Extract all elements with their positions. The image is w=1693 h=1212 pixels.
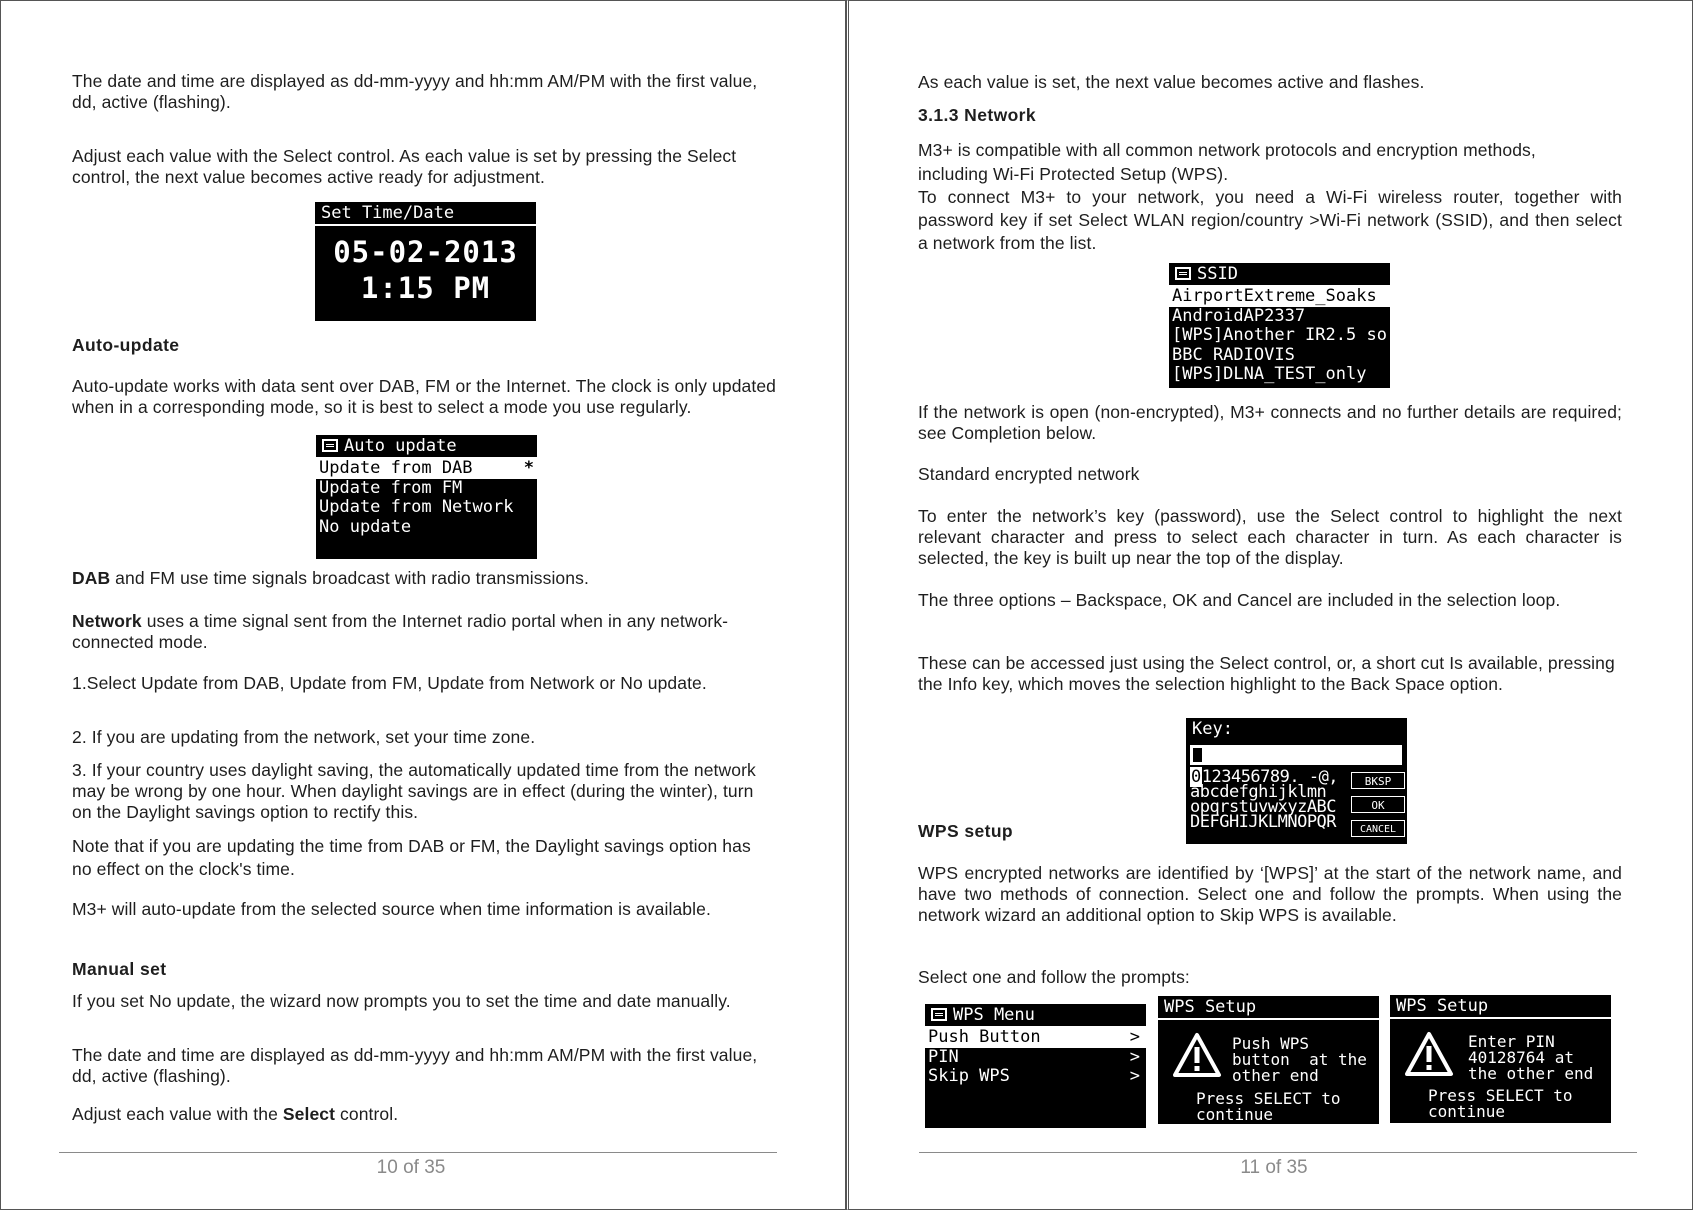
ssid-item: BBC RADIOVIS	[1172, 344, 1295, 365]
menu-item-pin	[925, 1048, 1146, 1068]
step-1: 1.Select Update from DAB, Update from FM, Update from Network or No update.	[72, 673, 707, 693]
menu-item-update-from-dab	[316, 459, 537, 479]
character-row: abcdefghijklmn	[1190, 782, 1327, 802]
page-number: 11 of 35	[1240, 1157, 1308, 1178]
backspace-key: BKSP	[1351, 772, 1405, 789]
paragraph-three-options: The three options – Backspace, OK and Cancel are included in the selection loop.	[918, 590, 1561, 610]
footer-rule	[919, 1152, 1637, 1153]
bold-network: Network	[72, 611, 142, 631]
screen-title	[925, 1004, 1146, 1028]
selected-asterisk-icon: *	[523, 458, 534, 478]
screen-wps-pin	[1390, 995, 1611, 1123]
paragraph-connect: To connect M3+ to your network, you need a Wi-Fi wireless router, together with password key if set Select WLAN region/country >Wi-Fi network (SSID), and then select a network from the list.	[918, 187, 1622, 253]
paragraph-dab-text: and FM use time signals broadcast with radio transmissions.	[110, 568, 589, 588]
screen-title: WPS Setup	[1390, 995, 1611, 1019]
warning-icon	[1404, 1031, 1454, 1077]
paragraph-enter-key: To enter the network’s key (password), use the Select control to highlight the next relevant character and press to select each character in turn. As each character is selected, the key is built up near the top of the display.	[918, 506, 1622, 568]
paragraph-standard-encrypted: Standard encrypted network	[918, 464, 1140, 484]
note-auto-update-source: M3+ will auto-update from the selected source when time information is available.	[72, 899, 711, 919]
screen-wps-push-button	[1158, 996, 1379, 1124]
paragraph-compatible: M3+ is compatible with all common network protocols and encryption methods, including Wi-Fi Protected Setup (WPS).	[918, 140, 1536, 184]
press-select-text: Press SELECT to	[1428, 1086, 1573, 1105]
adjust-text-a: Adjust each value with the	[72, 1104, 283, 1124]
heading-auto-update: Auto-update	[72, 335, 180, 355]
menu-list-icon	[1175, 267, 1191, 280]
ok-key: OK	[1351, 796, 1405, 813]
paragraph-network-time	[72, 611, 772, 653]
warning-icon	[1172, 1032, 1222, 1078]
screen-set-time-date	[315, 202, 536, 321]
paragraph-adjust-select	[72, 1104, 772, 1125]
menu-item-label: Push Button	[928, 1027, 1041, 1047]
screen-wps-menu	[925, 1004, 1146, 1128]
cancel-key: CANCEL	[1351, 820, 1405, 837]
wps-push-line-1: Push WPS	[1232, 1034, 1310, 1053]
menu-item-update-from-fm: Update from FM	[319, 477, 463, 498]
menu-item-no-update: No update	[319, 516, 412, 537]
step-3: 3. If your country uses daylight saving, the automatically updated time from the network may be wrong by one hour. When daylight savings are in effect (during the winter), turn on the Daylight savings option to rectify this.	[72, 760, 756, 822]
key-input-field	[1190, 745, 1402, 765]
screen-key-entry	[1186, 718, 1407, 844]
menu-item-update-from-network: Update from Network	[319, 497, 514, 517]
chevron-right-icon: >	[1129, 1046, 1140, 1067]
menu-list-icon	[931, 1008, 947, 1021]
heading-network: 3.1.3 Network	[918, 105, 1037, 125]
right-page	[846, 0, 1693, 1210]
footer-rule	[59, 1152, 777, 1153]
ssid-item: AirportExtreme_Soaks	[1169, 287, 1390, 307]
continue-text: continue	[1196, 1105, 1274, 1124]
ssid-item: [WPS]DLNA_TEST_only	[1172, 364, 1367, 384]
menu-item-push-button	[925, 1028, 1146, 1048]
screen-title-label: WPS Menu	[953, 1005, 1035, 1025]
paragraph-date-format-2: The date and time are displayed as dd-mm-yyyy and hh:mm AM/PM with the first value, dd, active (flashing).	[72, 1045, 758, 1086]
paragraph-value-flashes: As each value is set, the next value becomes active and flashes.	[918, 72, 1425, 92]
paragraph-network-text: uses a time signal sent from the Internet radio portal when in any network-connected mode.	[72, 611, 729, 652]
character-row: DEFGHIJKLMNOPQR	[1190, 812, 1337, 832]
screen-title: WPS Setup	[1158, 996, 1379, 1020]
paragraph-dab-fm	[72, 568, 784, 589]
screen-title	[316, 435, 537, 459]
screen-title	[1169, 263, 1390, 287]
menu-item-skip-wps	[925, 1067, 1146, 1087]
character-row: opqrstuvwxyzABC	[1190, 797, 1337, 817]
paragraph-open-network: If the network is open (non-encrypted), M3+ connects and no further details are required; see Completion below.	[918, 402, 1622, 443]
note-daylight-savings: Note that if you are updating the time from DAB or FM, the Daylight savings option has no effect on the clock's time.	[72, 836, 751, 879]
ssid-item: [WPS]Another IR2.5 so...	[1172, 325, 1418, 345]
step-2: 2. If you are updating from the network, set your time zone.	[72, 727, 536, 747]
bold-select: Select	[282, 1104, 336, 1124]
character-row: 0123456789. -@,	[1191, 767, 1339, 787]
screen-time: 1:15 PM	[360, 271, 491, 305]
paragraph-select-one: Select one and follow the prompts:	[918, 967, 1190, 987]
left-page	[0, 0, 846, 1210]
menu-item-label: Update from DAB	[319, 458, 473, 478]
paragraph-auto-update: Auto-update works with data sent over DAB, FM or the Internet. The clock is only updated when in a corresponding mode, so it is best to select a mode you use regularly.	[72, 376, 776, 417]
screen-date: 05-02-2013	[333, 235, 518, 269]
bold-dab: DAB	[72, 568, 111, 588]
continue-text: continue	[1428, 1102, 1506, 1121]
paragraph-manual-set: If you set No update, the wizard now prompts you to set the time and date manually.	[72, 991, 731, 1011]
screen-auto-update	[316, 435, 537, 559]
ssid-item: AndroidAP2337	[1172, 305, 1306, 326]
wps-pin-line-2: 40128764 at	[1468, 1048, 1574, 1067]
selected-character: 0	[1191, 767, 1201, 787]
paragraph-wps: WPS encrypted networks are identified by ‘[WPS]’ at the start of the network name, and have two methods of connection. Select one and follow the prompts. When using the network wizard an additional option to Skip WPS is available.	[918, 863, 1622, 925]
text-cursor	[1193, 748, 1202, 762]
character-grid	[1186, 767, 1346, 832]
menu-item-label: PIN	[928, 1046, 959, 1067]
screen-title: Set Time/Date	[315, 202, 536, 226]
chevron-right-icon: >	[1129, 1027, 1140, 1047]
screen-title: Key:	[1192, 719, 1233, 739]
heading-manual-set: Manual set	[72, 959, 167, 979]
wps-pin-line-3: the other end	[1468, 1064, 1594, 1083]
paragraph-date-format: The date and time are displayed as dd-mm-yyyy and hh:mm AM/PM with the first value, dd, active (flashing).	[72, 71, 758, 112]
wps-pin-line-1: Enter PIN	[1468, 1032, 1555, 1051]
wps-push-line-2: button at the	[1232, 1050, 1367, 1069]
screen-title-label: SSID	[1197, 264, 1238, 284]
menu-list-icon	[322, 439, 338, 452]
wps-push-line-3: other end	[1232, 1066, 1319, 1085]
adjust-text-b: control.	[335, 1104, 399, 1124]
press-select-text: Press SELECT to	[1196, 1089, 1341, 1108]
menu-item-label: Skip WPS	[928, 1066, 1010, 1086]
screen-ssid-list	[1169, 263, 1418, 388]
paragraph-shortcut: These can be accessed just using the Select control, or, a short cut Is available, pressing the Info key, which moves the selection highlight to the Back Space option.	[918, 653, 1615, 694]
chevron-right-icon: >	[1129, 1066, 1140, 1086]
screen-title-label: Auto update	[344, 436, 457, 456]
page-number: 10 of 35	[376, 1157, 446, 1178]
heading-wps-setup: WPS setup	[918, 821, 1013, 841]
paragraph-adjust-value: Adjust each value with the Select control. As each value is set by pressing the Select control, the next value becomes active ready for adjustment.	[72, 146, 737, 187]
